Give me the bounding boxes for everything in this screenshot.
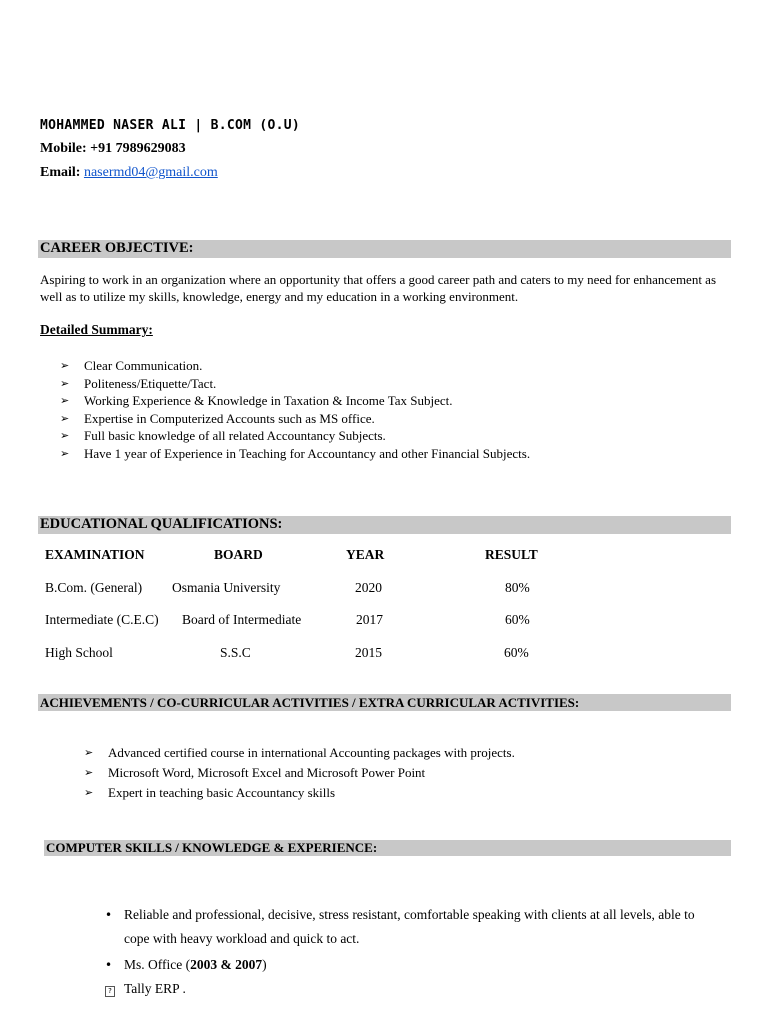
list-item: • Ms. Office (2003 & 2007) [105,953,715,977]
table-cell-exam: High School [45,645,113,660]
arrow-bullet-icon: ➢ [60,359,70,372]
candidate-name: MOHAMMED NASER ALI | B.COM (O.U) [40,118,301,133]
table-cell-year: 2017 [356,612,383,627]
list-item: • Reliable and professional, decisive, stress resistant, comfortable speaking with clients at all levels, able to cope with heavy workload and quick to act. [105,903,715,951]
dot-bullet-icon: • [105,908,113,922]
list-item: ➢ Microsoft Word, Microsoft Excel and Microsoft Power Point [84,765,426,780]
list-item: ➢ Expertise in Computerized Accounts such as MS office. [60,410,375,426]
computer-skills-title: COMPUTER SKILLS / KNOWLEDGE & EXPERIENCE: [46,840,378,855]
email-label: Email: [40,165,81,180]
table-cell-year: 2020 [355,580,382,595]
table-cell-exam: Intermediate (C.E.C) [45,612,159,627]
achievements-title: ACHIEVEMENTS / CO-CURRICULAR ACTIVITIES / EXTRA CURRICULAR ACTIVITIES: [40,695,580,710]
table-cell-board: Board of Intermediate [182,612,302,627]
arrow-bullet-icon: ➢ [60,411,70,425]
mobile-value: +91 7989629083 [90,141,186,156]
mobile-line [40,141,186,157]
table-cell-exam: B.Com. (General) [45,580,143,595]
email-line [40,165,218,181]
arrow-bullet-icon: ➢ [84,746,94,759]
education-title: EDUCATIONAL QUALIFICATIONS: [40,516,283,532]
detailed-summary-heading: Detailed Summary: [40,322,153,337]
list-item: ➢ Expert in teaching basic Accountancy skills [84,785,336,800]
column-header-board: BOARD [214,547,263,562]
table-cell-board: Osmania University [172,580,281,595]
list-item: ➢ Full basic knowledge of all related Accountancy Subjects. [60,428,386,444]
achievements-list [84,744,515,804]
list-item: ? Tally ERP . [105,977,715,1001]
column-header-result: RESULT [485,547,538,562]
table-cell-result: 80% [505,580,530,595]
table-cell-result: 60% [504,645,529,660]
email-link[interactable]: nasermd04@gmail.com [83,165,218,180]
career-objective-text: Aspiring to work in an organization where an opportunity that offers a good career path and caters to my need for enhancement as well as to utilize my skills, knowledge, energy and my education in a working environment. [40,272,717,304]
missing-glyph-bullet-icon: ? [105,977,115,1001]
career-objective-title: CAREER OBJECTIVE: [40,240,194,256]
list-item: ➢ Working Experience & Knowledge in Taxation & Income Tax Subject. [60,393,453,409]
arrow-bullet-icon: ➢ [60,429,70,443]
column-header-examination: EXAMINATION [45,547,145,562]
arrow-bullet-icon: ➢ [84,766,94,779]
table-cell-result: 60% [505,612,530,627]
table-cell-board: S.S.C [220,645,251,660]
arrow-bullet-icon: ➢ [84,786,94,799]
dot-bullet-icon: • [105,958,113,972]
mobile-label: Mobile: [40,141,87,156]
list-item: ➢ Clear Communication. [60,358,203,373]
arrow-bullet-icon: ➢ [60,394,70,408]
arrow-bullet-icon: ➢ [60,446,70,460]
column-header-year: YEAR [346,547,385,562]
table-cell-year: 2015 [355,645,382,660]
summary-list [60,357,530,463]
computer-skills-list [105,903,715,1001]
list-item: ➢ Politeness/Etiquette/Tact. [60,375,217,391]
list-item: ➢ Have 1 year of Experience in Teaching for Accountancy and other Financial Subjects. [60,445,531,461]
list-item: ➢ Advanced certified course in international Accounting packages with projects. [84,745,515,760]
arrow-bullet-icon: ➢ [60,376,70,390]
